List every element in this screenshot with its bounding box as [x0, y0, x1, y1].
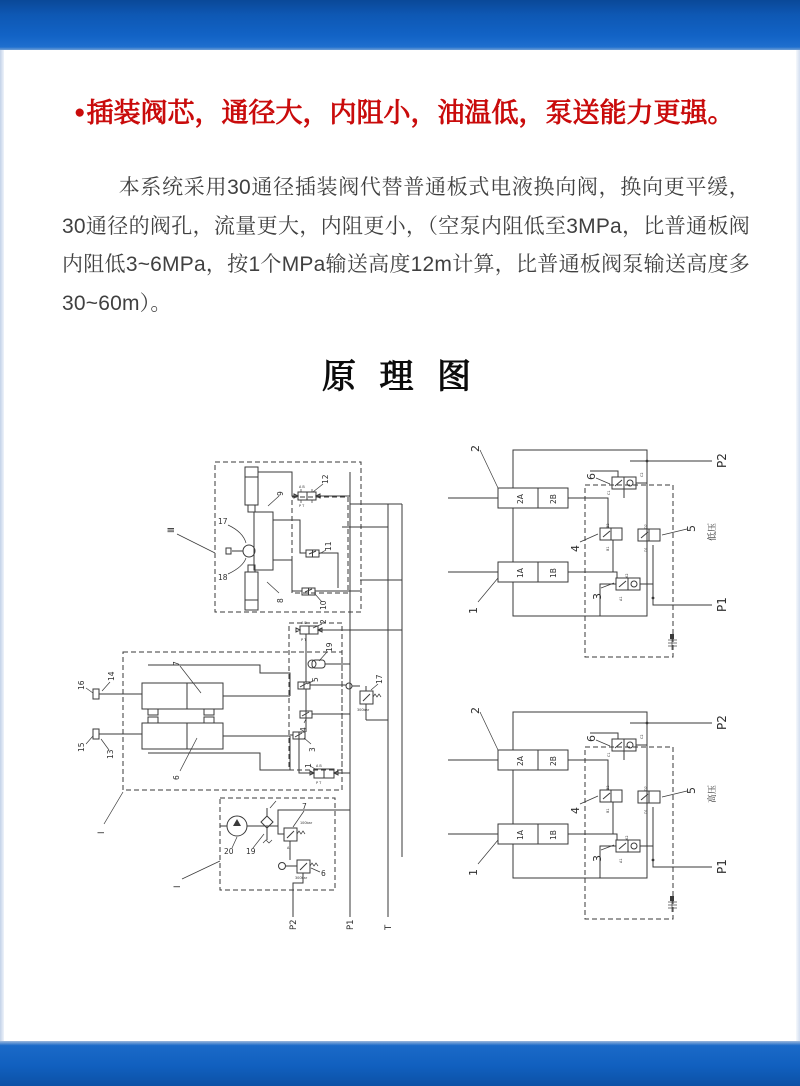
label-15: 15 — [77, 742, 86, 752]
cylinder-7 — [142, 683, 223, 715]
port-a2: A2 — [625, 835, 629, 840]
label-p1: P1 — [715, 597, 729, 612]
label-2: 2 — [319, 619, 328, 624]
port-b2: B2 — [606, 785, 610, 790]
label-6-relief: 6 — [321, 869, 326, 878]
pressure-mode-label: 高压 — [708, 784, 718, 803]
label-6-cyl: 6 — [172, 775, 181, 780]
label-13: 13 — [106, 749, 115, 759]
valve12-ports-ab: A B — [299, 485, 305, 489]
label-4: 4 — [569, 545, 582, 552]
valve-1 — [310, 764, 338, 785]
label-10: 10 — [319, 600, 328, 610]
port-c1: C1 — [607, 490, 611, 495]
label-2: 2 — [469, 445, 482, 452]
valve-3 — [600, 574, 653, 616]
label-1a: 1A — [516, 830, 525, 840]
pump-20 — [220, 816, 261, 836]
port-d2: D2 — [644, 524, 648, 529]
figure-title: 原 理 图 — [322, 358, 478, 396]
label-1: 1 — [467, 869, 480, 876]
port-c2: C2 — [640, 734, 644, 739]
label-1b: 1B — [549, 568, 558, 578]
label-2b: 2B — [549, 756, 558, 766]
label-17-relief: 17 — [375, 674, 384, 684]
pressure-mode-label: 低压 — [708, 522, 718, 541]
label-assembly-i-pump: Ⅰ — [173, 885, 183, 888]
valve-4 — [600, 524, 622, 551]
port-b1: B1 — [606, 808, 610, 813]
label-2b: 2B — [549, 494, 558, 504]
label-17: 17 — [218, 517, 228, 526]
label-p1: P1 — [715, 859, 729, 874]
port-a1: A1 — [619, 596, 623, 601]
label-100bar: 100bar — [300, 821, 313, 825]
valve-6 — [590, 723, 647, 760]
label-6: 6 — [585, 735, 598, 742]
right-schematic-low-pressure — [440, 428, 770, 678]
valve-4 — [600, 786, 622, 813]
port-b1: B1 — [606, 546, 610, 551]
headline — [74, 96, 746, 130]
cylinder-6 — [142, 717, 223, 749]
port-a2: A2 — [625, 573, 629, 578]
cylinder-1 — [448, 824, 568, 844]
accumulator-19 — [308, 660, 325, 668]
limit-block-15 — [93, 729, 99, 739]
headline-bullet: ● — [74, 102, 86, 123]
label-12: 12 — [321, 474, 330, 484]
label-2: 2 — [469, 707, 482, 714]
label-p2: P2 — [715, 453, 729, 468]
valve-10 — [302, 588, 315, 595]
label-p2: P2 — [715, 715, 729, 730]
label-300bar-b: 300bar — [295, 876, 308, 880]
label-1a: 1A — [516, 568, 525, 578]
label-3: 3 — [591, 855, 604, 862]
port-d1: D1 — [644, 809, 648, 814]
label-t: T — [384, 924, 394, 930]
label-19-acc: 19 — [325, 642, 334, 652]
label-4: 4 — [299, 727, 308, 732]
valve2-ports-ab: A B — [301, 621, 307, 625]
pump-unit — [173, 798, 350, 917]
cylinder-bottom — [245, 565, 258, 610]
label-1: 1 — [467, 607, 480, 614]
left-edge-strip — [0, 50, 4, 1041]
bus-lines — [342, 472, 402, 917]
port-c2: C2 — [640, 472, 644, 477]
label-3: 3 — [308, 747, 317, 752]
relief-valve-17 — [360, 686, 388, 720]
label-6: 6 — [585, 473, 598, 480]
cylinder-top — [245, 467, 258, 512]
label-p1: P1 — [346, 919, 356, 930]
port-b2: B2 — [606, 523, 610, 528]
swing-assembly — [167, 462, 361, 612]
valve1-ports-pt: P T — [316, 781, 322, 785]
valve-6 — [590, 461, 647, 498]
port-labels — [289, 919, 394, 931]
port-d2: D2 — [644, 786, 648, 791]
circuit-frame — [513, 450, 673, 657]
label-19-pump: 19 — [246, 847, 256, 856]
right-schematic-high-pressure — [440, 690, 770, 940]
relief-valve-7 — [278, 828, 305, 860]
label-p2: P2 — [289, 919, 299, 930]
cylinder-2 — [448, 750, 568, 770]
label-18: 18 — [218, 573, 228, 582]
port-a1: A1 — [619, 858, 623, 863]
circuit-frame — [513, 712, 673, 919]
label-port-a: A — [287, 846, 290, 850]
relief-valve-6 — [279, 860, 319, 873]
top-blue-band — [0, 0, 800, 50]
label-5: 5 — [685, 525, 698, 532]
valve-column — [289, 619, 402, 785]
filter-valve-19 — [261, 801, 276, 843]
label-1b: 1B — [549, 830, 558, 840]
bottom-blue-band — [0, 1041, 800, 1086]
body-paragraph: 本系统采用30通径插装阀代替普通板式电液换向阀，换向更平缓，30通径的阀孔，流量更大，内阻更小，（空泵内阻低至3MPa，比普通板阀内阻低3~6MPa，按1个MPa输送高度12m计算，比普通板阀泵输送高度多30~60m）。 — [62, 176, 750, 315]
gauge-point — [346, 683, 352, 689]
port-c1: C1 — [607, 752, 611, 757]
label-1: 1 — [304, 763, 313, 768]
valve2-ports-pt: P T — [301, 638, 307, 642]
valve1-ports-ab: A B — [316, 764, 322, 768]
valve-3 — [293, 732, 305, 739]
cylinder-2 — [448, 488, 568, 508]
limit-block-16 — [93, 689, 99, 699]
label-20: 20 — [224, 847, 234, 856]
headline-text: 插装阀芯，通径大，内阻小，油温低，泵送能力更强。 — [86, 98, 735, 128]
label-5: 5 — [685, 787, 698, 794]
label-9: 9 — [276, 491, 285, 496]
valve-11 — [306, 550, 319, 557]
label-assembly-i-mid: Ⅰ — [97, 831, 107, 834]
label-assembly-iii: Ⅲ — [167, 527, 177, 533]
valve-4 — [300, 711, 312, 718]
label-4: 4 — [569, 807, 582, 814]
label-300bar: 300bar — [357, 708, 370, 712]
label-2a: 2A — [516, 494, 525, 504]
label-11: 11 — [324, 541, 333, 551]
label-14: 14 — [107, 671, 116, 681]
left-schematic — [60, 420, 480, 940]
label-7-cyl: 7 — [172, 661, 181, 666]
valve12-ports-pt: P T — [299, 504, 305, 508]
manifold-block — [254, 512, 273, 570]
label-5: 5 — [311, 677, 320, 682]
valve-3 — [600, 836, 653, 878]
rotary-joint — [226, 545, 255, 557]
label-3: 3 — [591, 593, 604, 600]
right-edge-strip — [796, 50, 800, 1041]
label-2a: 2A — [516, 756, 525, 766]
label-16: 16 — [77, 680, 86, 690]
port-d1: D1 — [644, 547, 648, 552]
label-8: 8 — [276, 598, 285, 603]
cylinder-1 — [448, 562, 568, 582]
label-7-relief: 7 — [302, 802, 307, 811]
